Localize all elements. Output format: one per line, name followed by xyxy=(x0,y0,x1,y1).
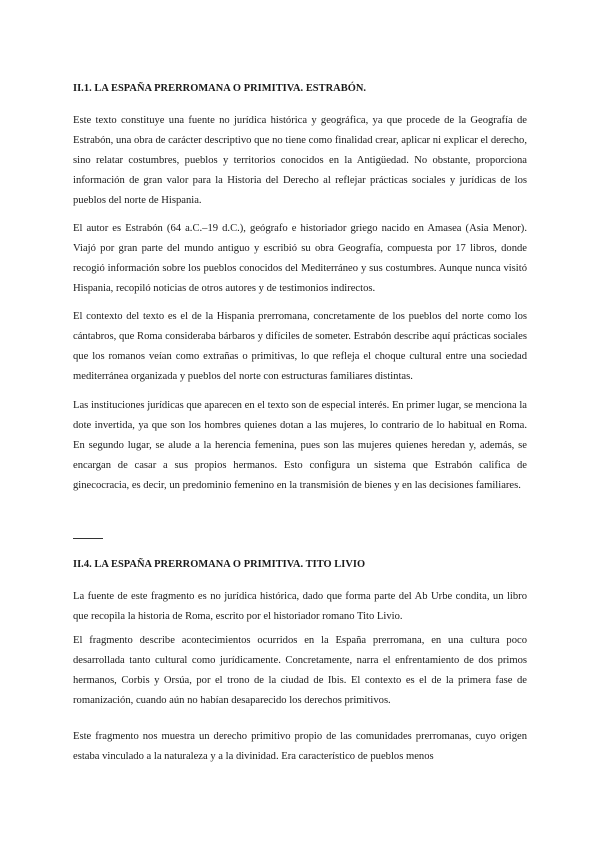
paragraph-instituciones-estrabon: Las instituciones jurídicas que aparecen en el texto son de especial interés. En primer lugar, se menciona la dote invertida, ya que son los hombres quienes dotan a las mujeres, lo contrario de lo habitual en Roma. En segundo lugar, se alude a la herencia femenina, pues son las mujeres quienes heredan y, además, se encargan de casar a sus propios hermanos. Esto configura un sistema que Estrabón califica de ginecocracia, es decir, un predominio femenino en la transmisión de bienes y en las decisiones familiares. xyxy=(73,400,527,491)
paragraph-contexto-estrabon: El contexto del texto es el de la Hispania prerromana, concretamente de los pueblos del norte como los cántabros, que Roma consideraba bárbaros y difíciles de someter. Estrabón describe aquí prácticas sociales que los romanos veían como extrañas o primitivas, lo que refleja el choque cultural entre una sociedad mediterránea organizada y pueblos del norte con estructuras familiares distintas. xyxy=(73,311,527,382)
paragraph-fragmento-tito-livio: El fragmento describe acontecimientos ocurridos en la España prerromana, en una cultura poco desarrollada tanto cultural como jurídicamente. Concretamente, narra el enfrentamiento de dos primos hermanos, Corbis y Orsúa, por el trono de la ciudad de Ibis. El contexto es el de la primera fase de romanización, cuando aún no habían desaparecido los derechos primitivos. xyxy=(73,635,527,706)
paragraph-fuente-estrabon: Este texto constituye una fuente no jurídica histórica y geográfica, ya que procede de la Geografía de Estrabón, una obra de carácter descriptivo que no tiene como finalidad crear, aplicar ni explicar el derecho, sino relatar costumbres, pueblos y territorios conocidos en la Antigüedad. No obstante, proporciona información de gran valor para la Historia del Derecho al reflejar prácticas sociales y jurídicas de los pueblos del norte de Hispania. xyxy=(73,115,527,206)
section-heading-estrabon: II.1. LA ESPAÑA PRERROMANA O PRIMITIVA. ESTRABÓN. xyxy=(73,83,367,94)
paragraph-autor-estrabon: El autor es Estrabón (64 a.C.–19 d.C.), geógrafo e historiador griego nacido en Amasea (Asia Menor). Viajó por gran parte del mundo antiguo y escribió su obra Geografía, compuesta por 17 libros, donde recogió información sobre los pueblos conocidos del Mediterráneo y sus costumbres. Aunque nunca visitó Hispania, recopiló noticias de otros autores y de testimonios indirectos. xyxy=(73,223,527,294)
paragraph-fuente-tito-livio: La fuente de este fragmento es no jurídica histórica, dado que forma parte del Ab Urbe condita, un libro que recopila la historia de Roma, escrito por el historiador romano Tito Livio. xyxy=(73,591,527,622)
section-heading-tito-livio: II.4. LA ESPAÑA PRERROMANA O PRIMITIVA. TITO LIVIO xyxy=(73,559,366,570)
paragraph-derecho-primitivo: Este fragmento nos muestra un derecho primitivo propio de las comunidades prerromanas, cuyo origen estaba vinculado a la naturaleza y a la divinidad. Era característico de pueblos menos xyxy=(73,731,527,762)
section-divider xyxy=(73,538,103,539)
